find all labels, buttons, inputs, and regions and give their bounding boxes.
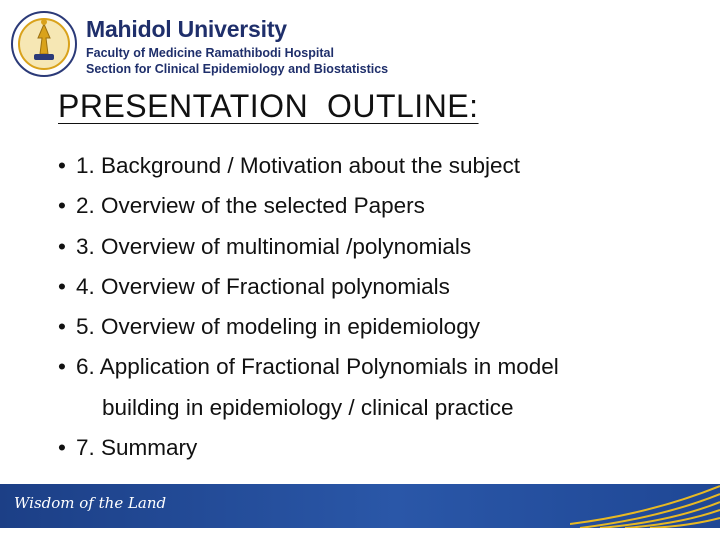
section-name: Section for Clinical Epidemiology and Biostatistics — [86, 62, 389, 76]
footer-tagline: Wisdom of the Land — [14, 494, 167, 512]
list-item — [58, 227, 698, 267]
list-item — [58, 267, 698, 307]
university-name: Mahidol University — [86, 16, 287, 42]
list-item — [58, 428, 698, 468]
bullet: • — [58, 273, 66, 299]
list-item-text: 4. Overview of Fractional polynomials — [76, 273, 450, 299]
university-seal-icon — [10, 10, 78, 78]
faculty-name: Faculty of Medicine Ramathibodi Hospital — [86, 46, 334, 60]
bullet: • — [58, 314, 66, 340]
bullet: • — [58, 153, 66, 178]
list-item-text: 3. Overview of multinomial /polynomials — [76, 233, 472, 259]
list-item-text: 1. Background / Motivation about the subject — [76, 153, 521, 178]
slide-title: PRESENTATION OUTLINE: — [58, 88, 479, 124]
footer-stripes-icon — [570, 484, 720, 528]
list-item-text: 5. Overview of modeling in epidemiology — [76, 314, 480, 340]
header — [10, 10, 430, 76]
outline-list — [58, 146, 698, 468]
list-item — [58, 307, 698, 347]
bullet: • — [58, 193, 66, 219]
list-item — [58, 347, 698, 428]
list-item — [58, 146, 698, 186]
footer-band — [0, 484, 720, 528]
bullet: • — [58, 354, 66, 380]
bullet: • — [58, 435, 66, 461]
bullet: • — [58, 233, 66, 259]
list-item-text: 6. Application of Fractional Polynomials in model — [76, 354, 559, 380]
list-item-text: 2. Overview of the selected Papers — [76, 193, 425, 219]
list-item — [58, 186, 698, 226]
list-item-continuation: building in epidemiology / clinical practice — [102, 394, 514, 420]
list-item-text: 7. Summary — [76, 435, 198, 461]
